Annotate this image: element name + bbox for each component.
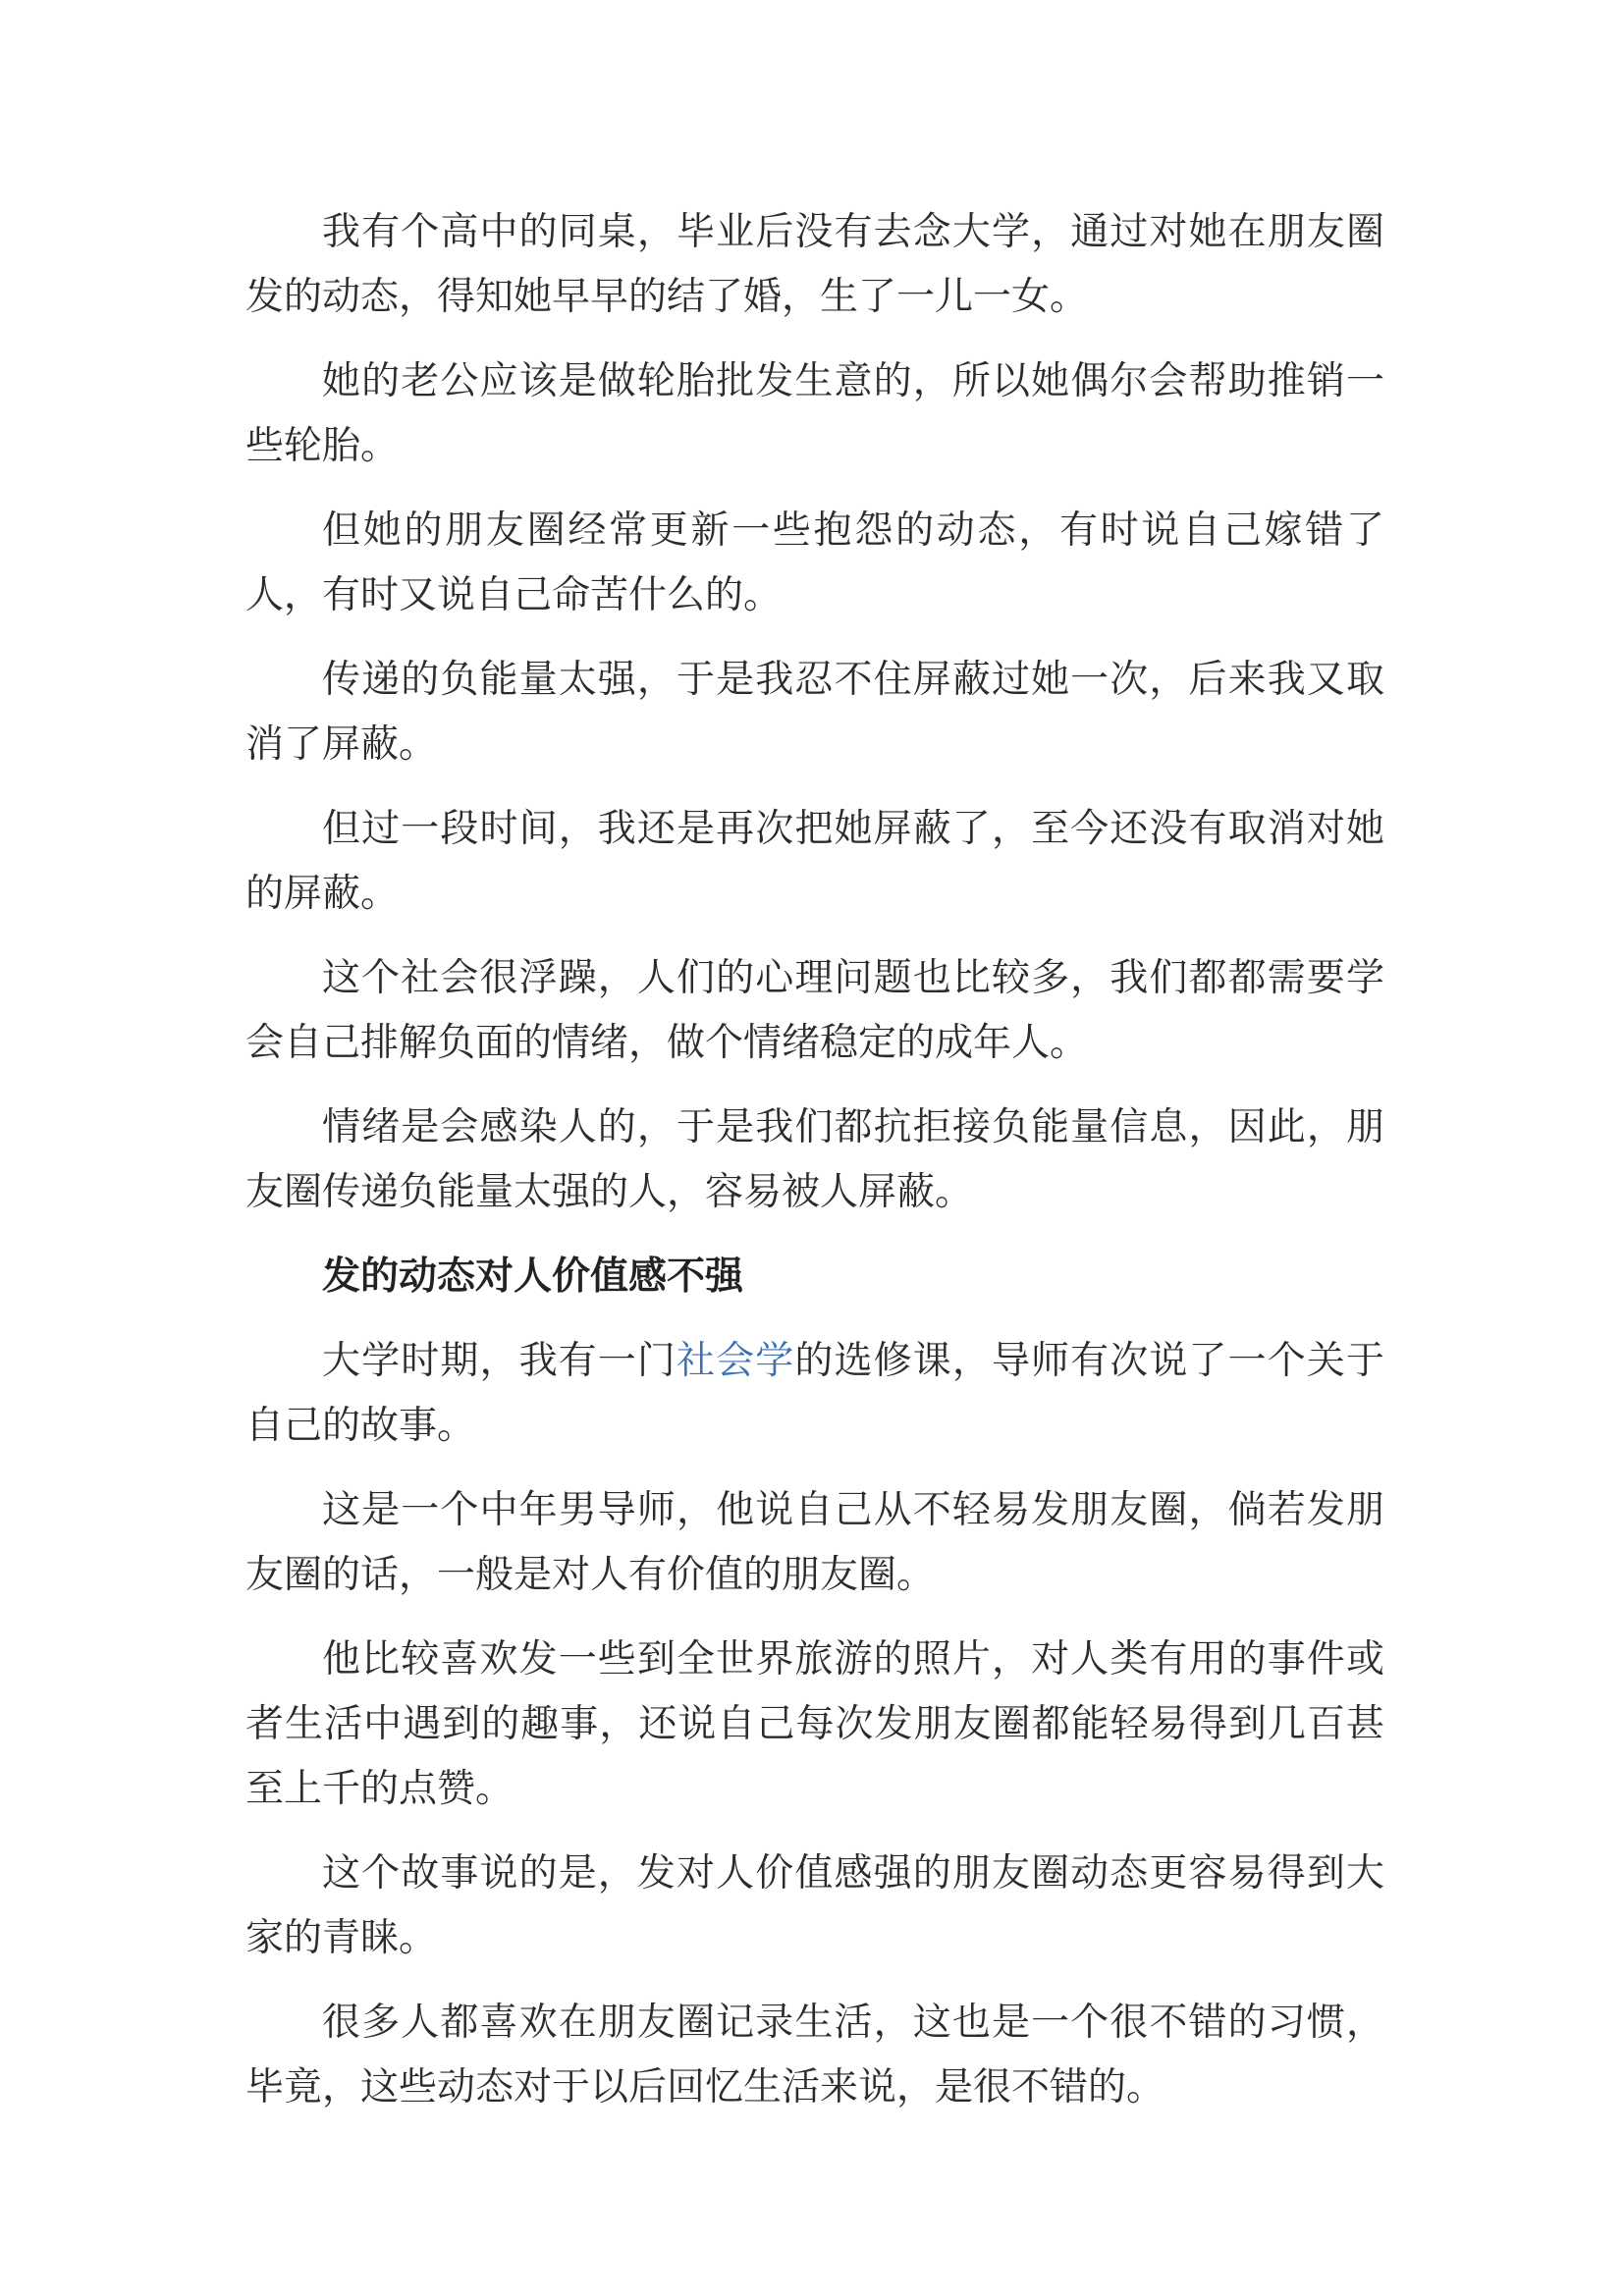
paragraph-mentor: 这是一个中年男导师，他说自己从不轻易发朋友圈，倘若发朋友圈的话，一般是对人有价值的朋友圈。 [245, 1488, 1384, 1597]
paragraph-story-meaning: 这个故事说的是，发对人价值感强的朋友圈动态更容易得到大家的青睐。 [245, 1851, 1384, 1960]
section-heading: 发的动态对人价值感不强 [322, 1255, 744, 1299]
paragraph-text-before-link: 大学时期，我有一门 [322, 1339, 677, 1383]
paragraph-sociology-course [245, 1329, 1384, 1459]
paragraph-blocked-once: 传递的负能量太强，于是我忍不住屏蔽过她一次，后来我又取消了屏蔽。 [245, 658, 1384, 767]
paragraph-society: 这个社会很浮躁，人们的心理问题也比较多，我们都都需要学会自己排解负面的情绪，做个情绪稳定的成年人。 [245, 956, 1384, 1065]
document-page [245, 200, 1384, 2140]
paragraph-text-after-link: 的选修课，导师有次说了一个关于自己的故事。 [245, 1339, 1384, 1448]
paragraph-record-life: 很多人都喜欢在朋友圈记录生活，这也是一个很不错的习惯，毕竟，这些动态对于以后回忆生活来说，是很不错的。 [245, 2001, 1384, 2109]
paragraph-complaints: 但她的朋友圈经常更新一些抱怨的动态，有时说自己嫁错了人，有时又说自己命苦什么的。 [245, 508, 1384, 617]
paragraph-classmate: 我有个高中的同桌，毕业后没有去念大学，通过对她在朋友圈发的动态，得知她早早的结了婚，生了一儿一女。 [245, 210, 1384, 319]
paragraph-husband-tires: 她的老公应该是做轮胎批发生意的，所以她偶尔会帮助推销一些轮胎。 [245, 359, 1384, 468]
paragraph-emotions: 情绪是会感染人的，于是我们都抗拒接负能量信息，因此，朋友圈传递负能量太强的人，容易被人屏蔽。 [245, 1105, 1384, 1214]
paragraph-travel-photos: 他比较喜欢发一些到全世界旅游的照片，对人类有用的事件或者生活中遇到的趣事，还说自己每次发朋友圈都能轻易得到几百甚至上千的点赞。 [245, 1637, 1384, 1811]
sociology-link[interactable]: 社会学 [677, 1339, 795, 1383]
paragraph-blocked-again: 但过一段时间，我还是再次把她屏蔽了，至今还没有取消对她的屏蔽。 [245, 807, 1384, 916]
